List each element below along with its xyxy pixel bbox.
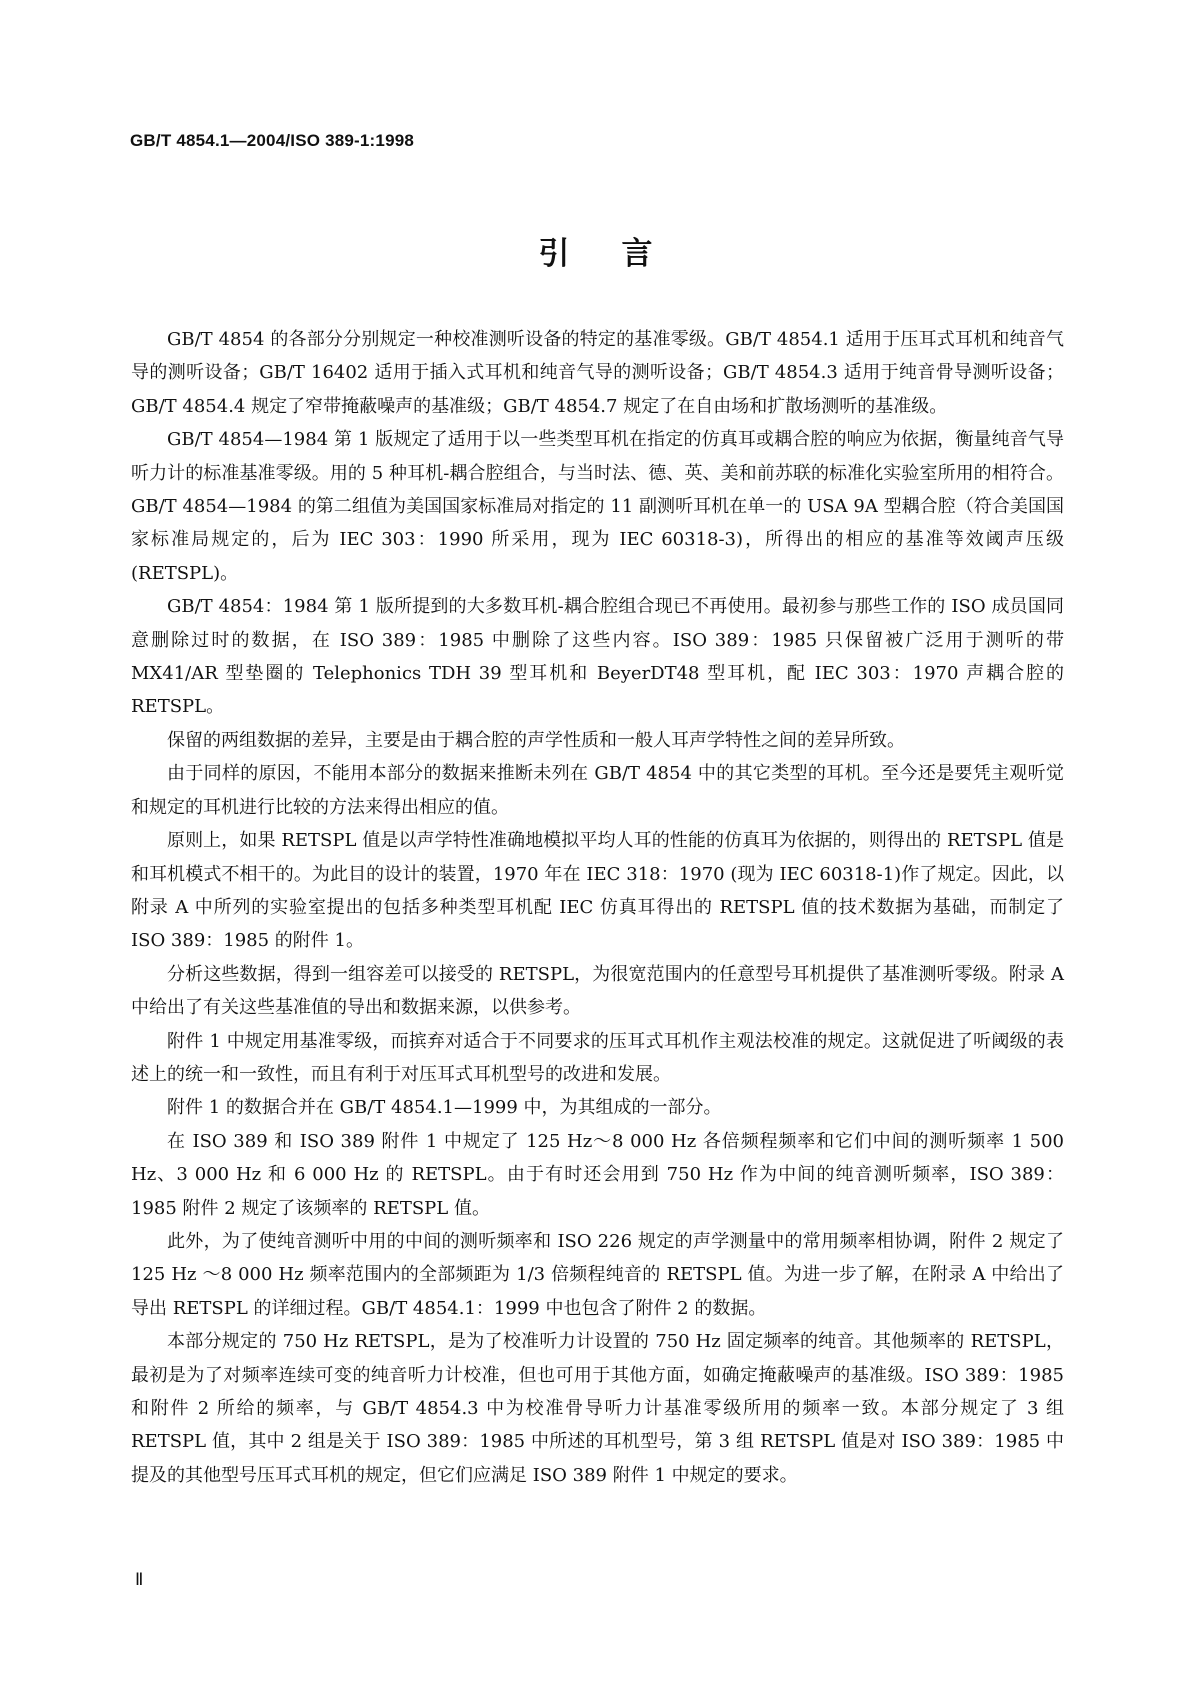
paragraph: 原则上，如果 RETSPL 值是以声学特性准确地模拟平均人耳的性能的仿真耳为依据的，则得出的 RETSPL 值是和耳机模式不相干的。为此目的设计的装置，1970 年在 IEC 318：1970 (现为 IEC 60318-1)作了规定。因此，以附录 A 中所列的实验室提出的包括多种类型耳机配 IEC 仿真耳得出的 RETSPL 值的技术数据为基础，而制定了 ISO 389：1985 的附件 1。 xyxy=(131,830,1064,952)
paragraph: 附件 1 中规定用基准零级，而摈弃对适合于不同要求的压耳式耳机作主观法校准的规定。这就促进了听阈级的表述上的统一和一致性，而且有利于对压耳式耳机型号的改进和发展。 xyxy=(131,1030,1064,1085)
paragraph: 保留的两组数据的差异，主要是由于耦合腔的声学性质和一般人耳声学特性之间的差异所致。 xyxy=(167,729,905,751)
paragraph: 分析这些数据，得到一组容差可以接受的 RETSPL，为很宽范围内的任意型号耳机提供了基准测听零级。附录 A 中给出了有关这些基准值的导出和数据来源，以供参考。 xyxy=(131,963,1064,1019)
page-number: Ⅱ xyxy=(135,1570,144,1589)
paragraph: GB/T 4854 的各部分分别规定一种校准测听设备的特定的基准零级。GB/T 4854.1 适用于压耳式耳机和纯音气导的测听设备；GB/T 16402 适用于插入式耳机和纯音气导的测听设备；GB/T 4854.3 适用于纯音骨导测听设备；GB/T 4854.4 规定了窄带掩蔽噪声的基准级；GB/T 4854.7 规定了在自由场和扩散场测听的基准级。 xyxy=(131,329,1064,417)
paragraph: 由于同样的原因，不能用本部分的数据来推断未列在 GB/T 4854 中的其它类型的耳机。至今还是要凭主观听觉和规定的耳机进行比较的方法来得出相应的值。 xyxy=(131,763,1064,818)
standard-identifier: GB/T 4854.1—2004/ISO 389-1:1998 xyxy=(130,131,415,150)
paragraph: 此外，为了使纯音测听中用的中间的测听频率和 ISO 226 规定的声学测量中的常用频率相协调，附件 2 规定了 125 Hz ～8 000 Hz 频率范围内的全部频距为 1/3 倍频程纯音的 RETSPL 值。为进一步了解，在附录 A 中给出了导出 RETSPL 的详细过程。GB/T 4854.1：1999 中也包含了附件 2 的数据。 xyxy=(131,1230,1064,1319)
page-title: 引言 xyxy=(538,236,705,272)
paragraph: 附件 1 的数据合并在 GB/T 4854.1—1999 中，为其组成的一部分。 xyxy=(167,1097,722,1119)
paragraph: 在 ISO 389 和 ISO 389 附件 1 中规定了 125 Hz～8 000 Hz 各倍频程频率和它们中间的测听频率 1 500 Hz、3 000 Hz 和 6 000 Hz 的 RETSPL。由于有时还会用到 750 Hz 作为中间的纯音测听频率，ISO 389：1985 附件 2 规定了该频率的 RETSPL 值。 xyxy=(131,1130,1064,1219)
paragraph: 本部分规定的 750 Hz RETSPL，是为了校准听力计设置的 750 Hz 固定频率的纯音。其他频率的 RETSPL，最初是为了对频率连续可变的纯音听力计校准，但也可用于其他方面，如确定掩蔽噪声的基准级。ISO 389：1985 和附件 2 所给的频率，与 GB/T 4854.3 中为校准骨导听力计基准零级所用的频率一致。本部分规定了 3 组 RETSPL 值，其中 2 组是关于 ISO 389：1985 中所述的耳机型号，第 3 组 RETSPL 值是对 ISO 389：1985 中提及的其他型号压耳式耳机的规定，但它们应满足 ISO 389 附件 1 中规定的要求。 xyxy=(131,1331,1064,1486)
paragraph: GB/T 4854：1984 第 1 版所提到的大多数耳机-耦合腔组合现已不再使用。最初参与那些工作的 ISO 成员国同意删除过时的数据，在 ISO 389：1985 中删除了这些内容。ISO 389：1985 只保留被广泛用于测听的带 MX41/AR 型垫圈的 Telephonics TDH 39 型耳机和 BeyerDT48 型耳机，配 IEC 303：1970 声耦合腔的 RETSPL。 xyxy=(131,596,1064,718)
paragraph: GB/T 4854—1984 第 1 版规定了适用于以一些类型耳机在指定的仿真耳或耦合腔的响应为依据，衡量纯音气导听力计的标准基准零级。用的 5 种耳机-耦合腔组合，与当时法、德、英、美和前苏联的标准化实验室所用的相符合。GB/T 4854—1984 的第二组值为美国国家标准局对指定的 11 副测听耳机在单一的 USA 9A 型耦合腔（符合美国国家标准局规定的，后为 IEC 303：1990 所采用，现为 IEC 60318-3)，所得出的相应的基准等效阈声压级(RETSPL)。 xyxy=(131,429,1064,584)
introduction-body xyxy=(131,323,1064,1492)
